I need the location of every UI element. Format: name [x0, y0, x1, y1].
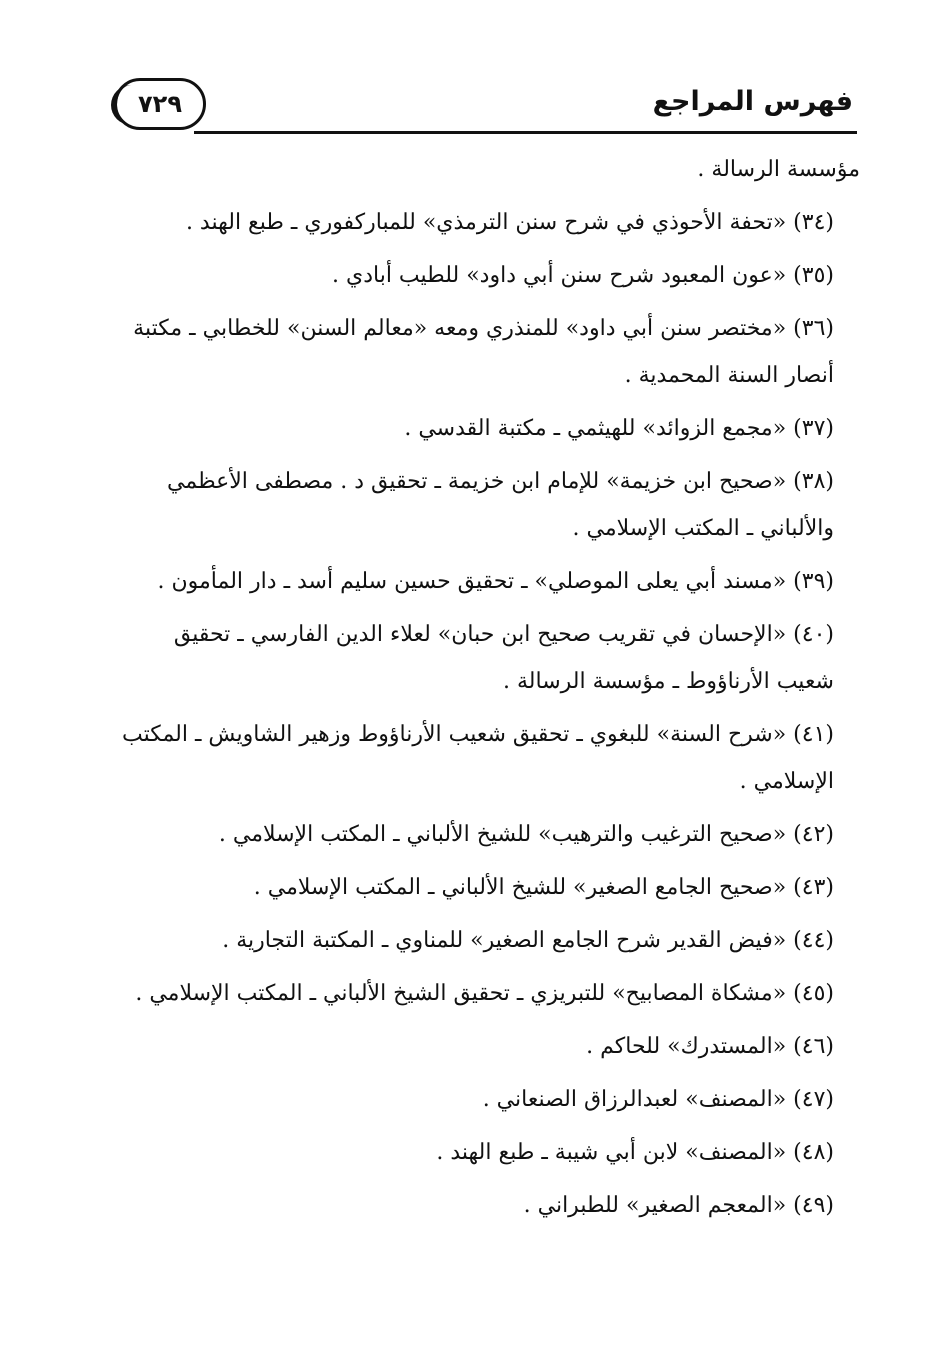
reference-entry-38: (٣٨) «صحيح ابن خزيمة» للإمام ابن خزيمة ـ تحقيق د . مصطفى الأعظمي والألباني ـ المكتب الإسلامي . [167, 469, 834, 541]
reference-entry-47: (٤٧) «المصنف» لعبدالرزاق الصنعاني . [482, 1087, 834, 1112]
reference-entry-45: (٤٥) «مشكاة المصابيح» للتبريزي ـ تحقيق الشيخ الألباني ـ المكتب الإسلامي . [135, 981, 834, 1006]
reference-entry-49: (٤٩) «المعجم الصغير» للطبراني . [523, 1193, 834, 1218]
reference-entry-44: (٤٤) «فيض القدير شرح الجامع الصغير» للمناوي ـ المكتبة التجارية . [222, 928, 834, 953]
reference-entry-39: (٣٩) «مسند أبي يعلى الموصلي» ـ تحقيق حسين سليم أسد ـ دار المأمون . [157, 569, 834, 594]
running-title: فهرس المراجع [652, 86, 853, 117]
references-list [118, 146, 860, 1235]
reference-entry-46: (٤٦) «المستدرك» للحاكم . [586, 1034, 834, 1059]
reference-entry-36: (٣٦) «مختصر سنن أبي داود» للمنذري ومعه «معالم السنن» للخطابي ـ مكتبة أنصار السنة المحمدية . [133, 316, 834, 388]
header-rule [194, 131, 857, 134]
reference-entry-48: (٤٨) «المصنف» لابن أبي شيبة ـ طبع الهند . [436, 1140, 834, 1165]
reference-entry-40: (٤٠) «الإحسان في تقريب صحيح ابن حبان» لعلاء الدين الفارسي ـ تحقيق شعيب الأرناؤوط ـ مؤسسة الرسالة . [173, 622, 834, 694]
page-number-badge [114, 78, 206, 130]
reference-entry-35: (٣٥) «عون المعبود شرح سنن أبي داود» للطيب أبادي . [332, 263, 834, 288]
reference-entry-37: (٣٧) «مجمع الزوائد» للهيثمي ـ مكتبة القدسي . [404, 416, 834, 441]
reference-entry-42: (٤٢) «صحيح الترغيب والترهيب» للشيخ الألباني ـ المكتب الإسلامي . [218, 822, 834, 847]
continuation-line: مؤسسة الرسالة . [697, 157, 860, 182]
page-number: ٧٢٩ [138, 90, 182, 118]
reference-entry-43: (٤٣) «صحيح الجامع الصغير» للشيخ الألباني ـ المكتب الإسلامي . [253, 875, 834, 900]
reference-entry-41: (٤١) «شرح السنة» للبغوي ـ تحقيق شعيب الأرناؤوط وزهير الشاويش ـ المكتب الإسلامي . [122, 722, 834, 794]
page-header [112, 76, 857, 134]
reference-entry-34: (٣٤) «تحفة الأحوذي في شرح سنن الترمذي» للمباركفوري ـ طبع الهند . [185, 210, 834, 235]
